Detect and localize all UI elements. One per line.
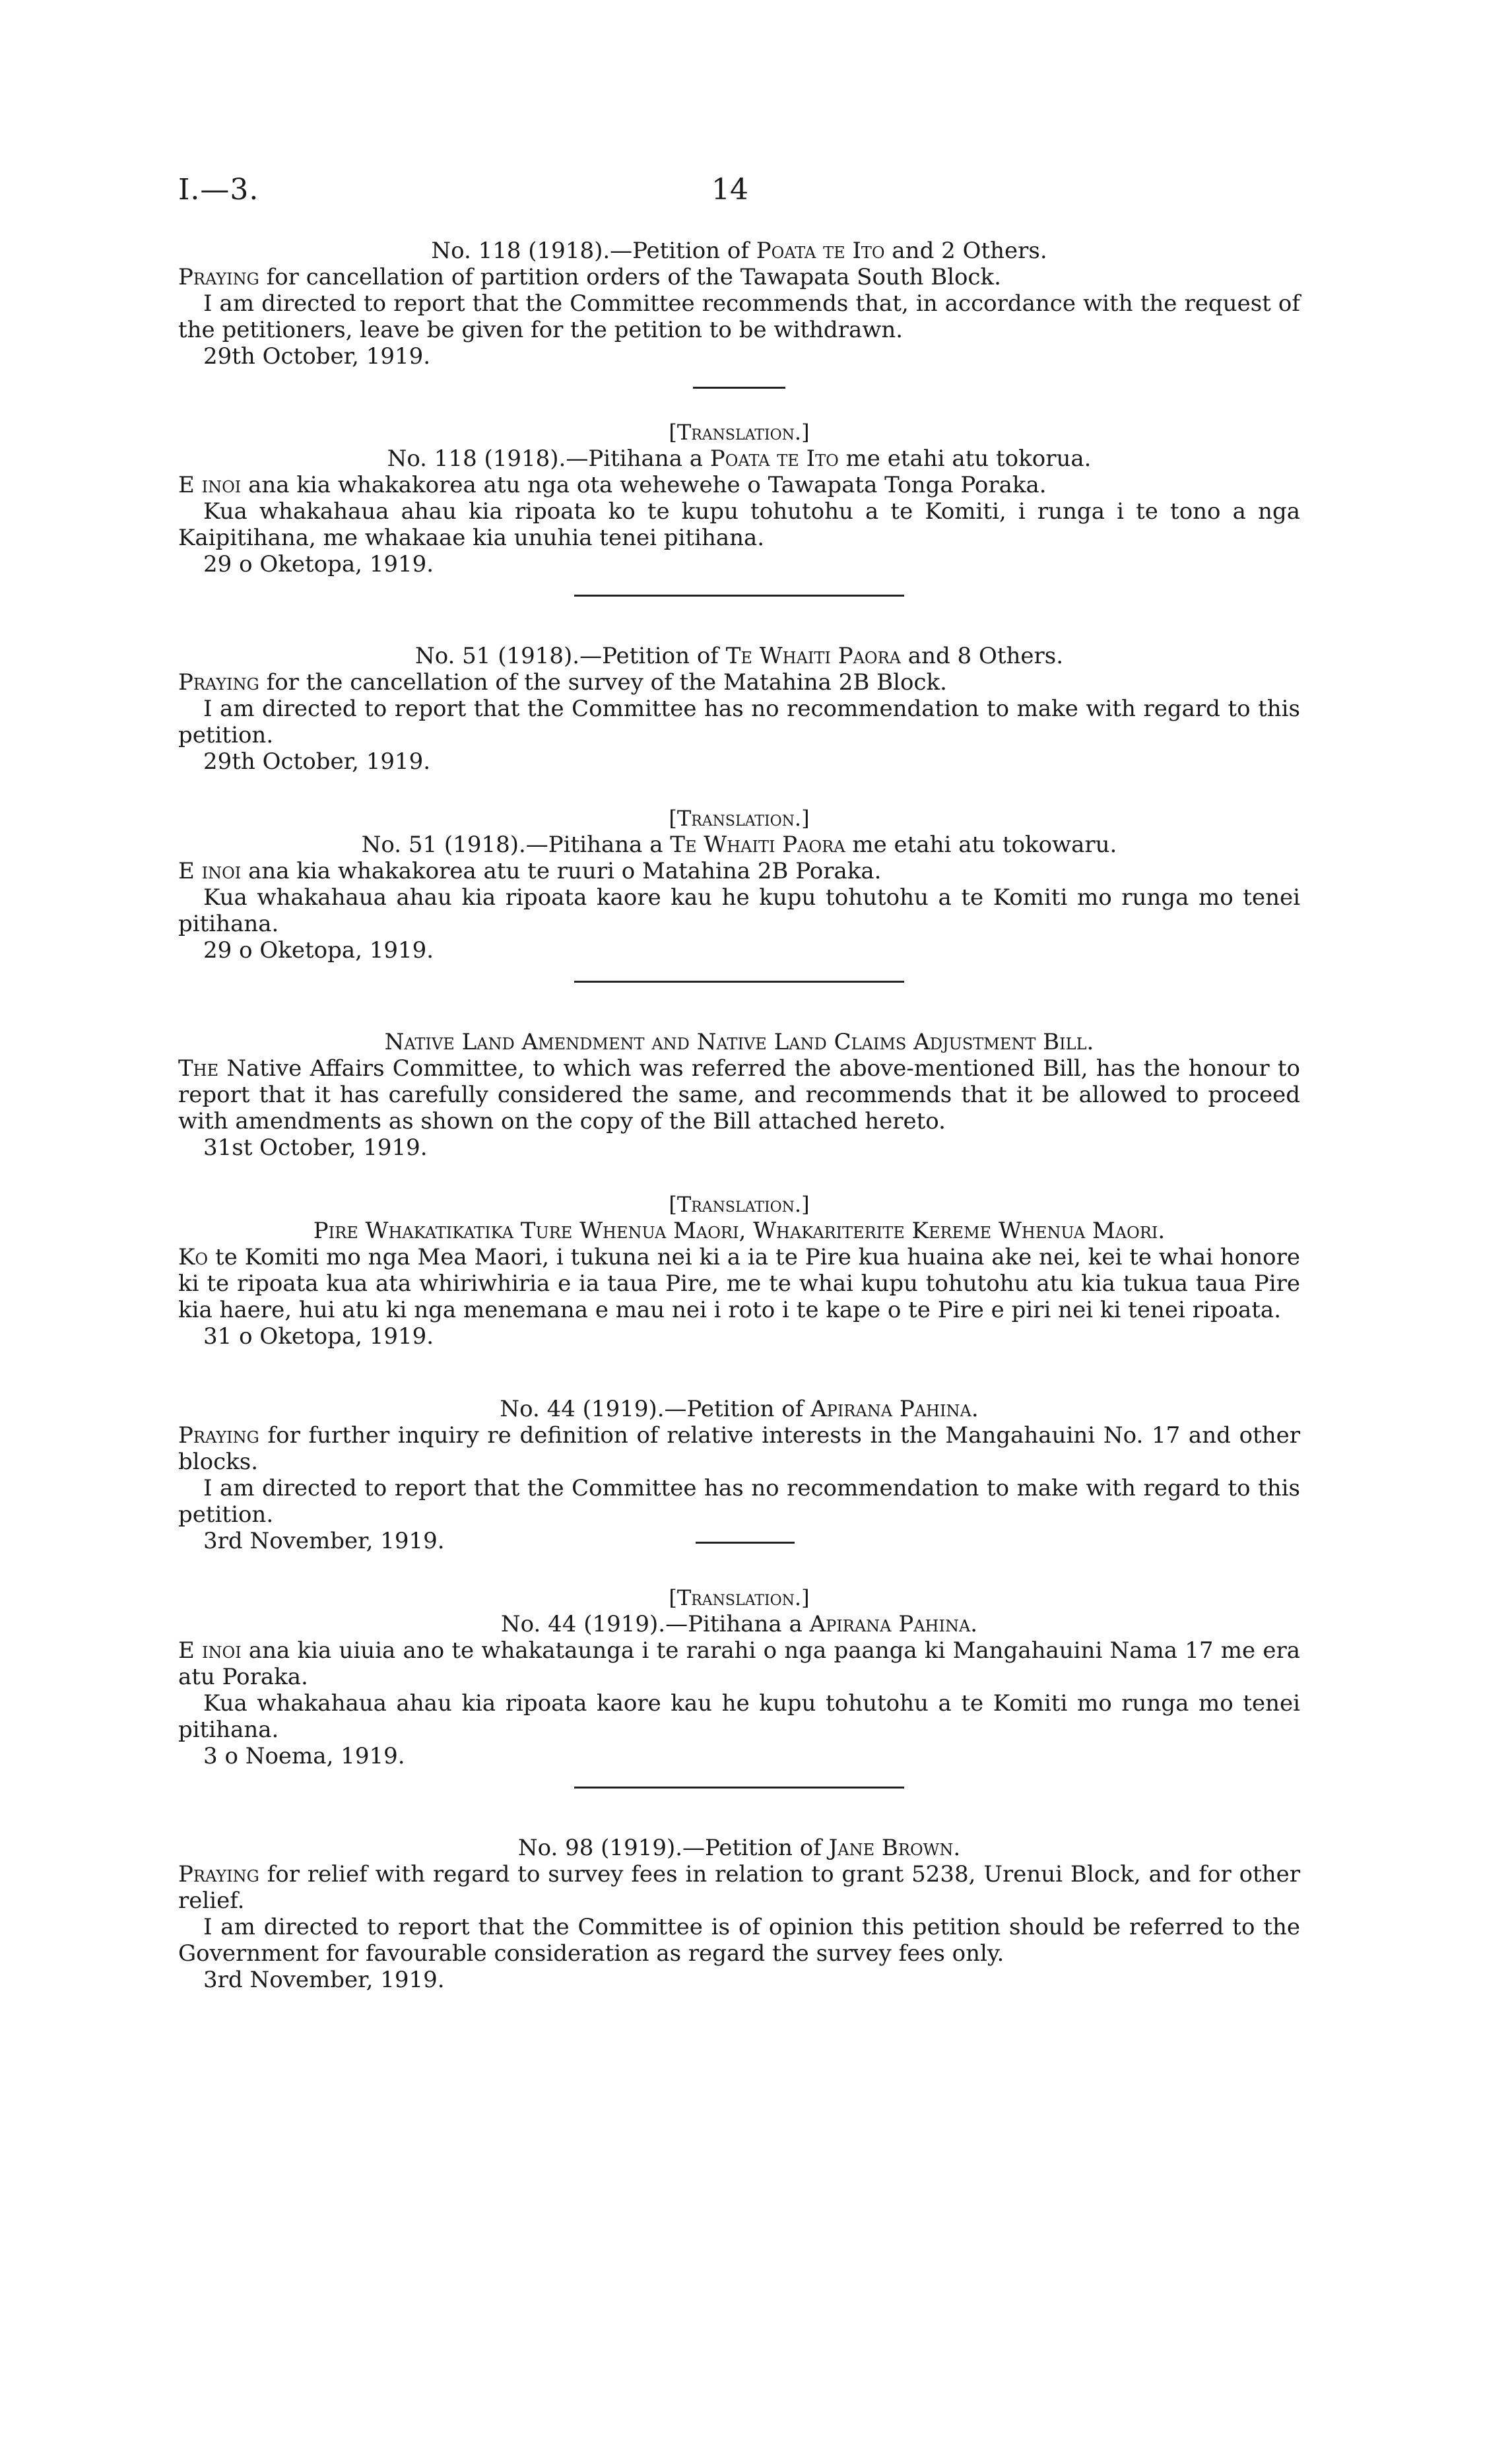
section-title: Pire Whakatikatika Ture Whenua Maori, Whakariterite Kereme Whenua Maori. bbox=[313, 1218, 1166, 1244]
section-date: 3 o Noema, 1919. bbox=[203, 1743, 405, 1769]
section-date: 3rd November, 1919. bbox=[203, 1967, 445, 1993]
divider bbox=[696, 1542, 795, 1544]
section-paragraph: I am directed to report that the Committee has no recommendation to make with regard to this petition. bbox=[178, 1475, 1300, 1528]
section-paragraph: I am directed to report that the Committee has no recommendation to make with regard to this petition. bbox=[178, 696, 1300, 748]
page-header bbox=[178, 173, 1353, 213]
section-paragraph: E inoi ana kia uiuia ano te whakataunga i te rarahi o nga paanga ki Mangahauini Nama 17 me era atu Poraka. bbox=[178, 1637, 1300, 1690]
petition-section bbox=[178, 1396, 1300, 1554]
section-title: No. 51 (1918).—Pitihana a Te Whaiti Paora me etahi atu tokowaru. bbox=[361, 832, 1117, 858]
section-paragraph: Kua whakahaua ahau kia ripoata kaore kau he kupu tohutohu a te Komiti mo runga mo tenei pitihana. bbox=[178, 884, 1300, 937]
section-title: No. 51 (1918).—Petition of Te Whaiti Paora and 8 Others. bbox=[414, 643, 1064, 669]
section-paragraph: I am directed to report that the Committee is of opinion this petition should be referred to the Government for favourable consideration as regard the survey fees only. bbox=[178, 1914, 1300, 1967]
section-date: 31st October, 1919. bbox=[203, 1134, 428, 1161]
bill-section bbox=[178, 1029, 1300, 1161]
petition-section bbox=[178, 238, 1300, 370]
translation-section bbox=[178, 1585, 1300, 1769]
petition-section bbox=[178, 1835, 1300, 1993]
section-paragraph: Praying for cancellation of partition orders of the Tawapata South Block. bbox=[178, 264, 1001, 290]
section-date: 3rd November, 1919. bbox=[178, 1528, 1300, 1554]
section-title: No. 98 (1919).—Petition of Jane Brown. bbox=[517, 1835, 961, 1861]
section-paragraph: E inoi ana kia whakakorea atu nga ota wehewehe o Tawapata Tonga Poraka. bbox=[178, 472, 1047, 498]
section-title: Native Land Amendment and Native Land Claims Adjustment Bill. bbox=[384, 1029, 1094, 1055]
section-paragraph: Ko te Komiti mo nga Mea Maori, i tukuna nei ki a ia te Pire kua huaina ake nei, kei te whai honore ki te ripoata kua ata whiriwhiria e ia taua Pire, me te whai kupu tohutohu atu kia tukua taua Pire kia haere, hui atu ki nga menemana e mau nei i roto i te kape o te Pire e piri nei ki tenei ripoata. bbox=[178, 1244, 1300, 1323]
document-reference: I.—3. bbox=[178, 173, 259, 207]
section-title: No. 44 (1919).—Pitihana a Apirana Pahina. bbox=[500, 1611, 978, 1637]
section-date: 31 o Oketopa, 1919. bbox=[203, 1323, 434, 1350]
section-paragraph: Praying for further inquiry re definition of relative interests in the Mangahauini No. 17 and other blocks. bbox=[178, 1422, 1300, 1475]
section-date: 29th October, 1919. bbox=[203, 343, 431, 370]
section-paragraph: Praying for the cancellation of the survey of the Matahina 2B Block. bbox=[178, 669, 947, 696]
section-paragraph: Kua whakahaua ahau kia ripoata ko te kupu tohutohu a te Komiti, i runga i te tono a nga Kaipitihana, me whakaae kia unuhia tenei pitihana. bbox=[178, 498, 1300, 551]
section-title: No. 44 (1919).—Petition of Apirana Pahina. bbox=[500, 1396, 979, 1422]
petition-section bbox=[178, 643, 1300, 775]
section-date: 29th October, 1919. bbox=[203, 748, 431, 775]
translation-section bbox=[178, 805, 1300, 964]
section-date: 29 o Oketopa, 1919. bbox=[203, 551, 434, 577]
section-paragraph: Praying for relief with regard to survey fees in relation to grant 5238, Urenui Block, and for other relief. bbox=[178, 1861, 1300, 1914]
translation-section bbox=[178, 419, 1300, 577]
section-date: 29 o Oketopa, 1919. bbox=[203, 937, 434, 964]
translation-heading: [Translation.] bbox=[669, 1192, 810, 1217]
section-title: No. 118 (1918).—Pitihana a Poata te Ito me etahi atu tokorua. bbox=[387, 445, 1092, 472]
section-paragraph: The Native Affairs Committee, to which was referred the above-mentioned Bill, has the honour to report that it has carefully considered the same, and recommends that it be allowed to proceed with amendments as shown on the copy of the Bill attached hereto. bbox=[178, 1055, 1300, 1134]
page-body bbox=[178, 238, 1300, 1993]
section-paragraph: Kua whakahaua ahau kia ripoata kaore kau he kupu tohutohu a te Komiti mo runga mo tenei pitihana. bbox=[178, 1690, 1300, 1743]
translation-heading: [Translation.] bbox=[669, 1585, 810, 1610]
section-paragraph: E inoi ana kia whakakorea atu te ruuri o Matahina 2B Poraka. bbox=[178, 858, 882, 884]
translation-section bbox=[178, 1191, 1300, 1350]
translation-heading: [Translation.] bbox=[669, 420, 810, 445]
translation-heading: [Translation.] bbox=[669, 806, 810, 831]
page-number: 14 bbox=[711, 173, 748, 207]
section-paragraph: I am directed to report that the Committee recommends that, in accordance with the request of the petitioners, leave be given for the petition to be withdrawn. bbox=[178, 290, 1300, 343]
section-title: No. 118 (1918).—Petition of Poata te Ito and 2 Others. bbox=[431, 238, 1047, 264]
